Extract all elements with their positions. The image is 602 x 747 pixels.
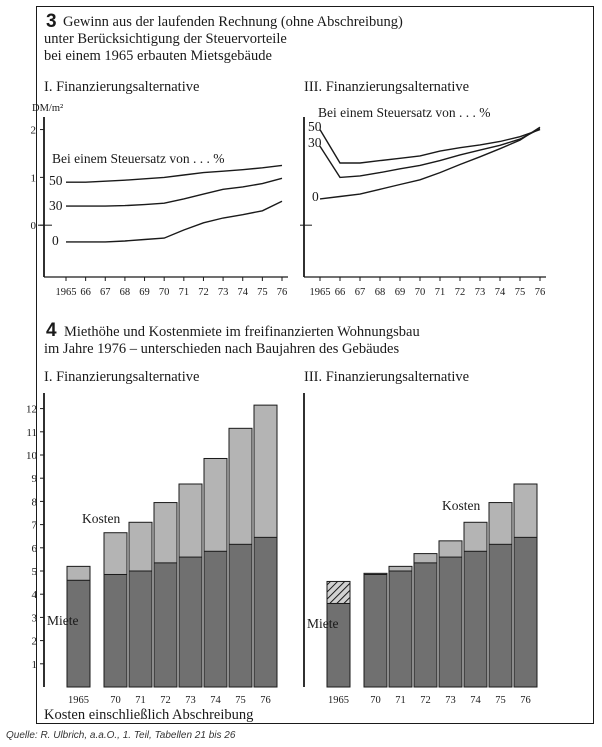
bar-miete	[204, 551, 227, 687]
section3-number: 3	[46, 11, 57, 32]
x-tick-label: 76	[520, 695, 531, 706]
y-tick-label: 9	[31, 473, 37, 486]
series-label-0: 0	[52, 233, 59, 248]
x-tick-label: 71	[395, 695, 406, 706]
y-tick-label: 2	[31, 635, 37, 648]
chart1-title: I. Finanzierungsalternative	[44, 79, 200, 95]
x-tick-label: 76	[260, 695, 271, 706]
x-tick-label: 72	[198, 287, 209, 298]
x-tick-label: 68	[374, 287, 386, 298]
x-tick-label: 74	[494, 287, 506, 298]
bar-miete	[67, 580, 90, 687]
x-tick-label: 1965	[309, 287, 331, 298]
x-tick-label: 1965	[328, 695, 349, 706]
x-tick-label: 71	[434, 287, 446, 298]
bar-miete	[514, 537, 537, 687]
y-tick-label: 5	[31, 566, 37, 578]
series-label-kosten: Kosten	[82, 511, 121, 526]
bar-miete	[364, 574, 387, 687]
annotation: Bei einem Steuersatz von . . . %	[318, 105, 491, 120]
x-tick-label: 75	[235, 695, 246, 706]
y-tick-label: 3	[31, 612, 37, 625]
x-tick-label: 68	[119, 287, 131, 298]
bar-chart-iii	[300, 385, 594, 710]
source-note: Quelle: R. Ulbrich, a.a.O., 1. Teil, Tabellen 21 bis 26	[6, 730, 236, 741]
chart4-title: III. Finanzierungsalternative	[304, 369, 470, 385]
section4-title-line-2: im Jahre 1976 – unterschieden nach Baujahren des Gebäudes	[44, 341, 400, 357]
x-tick-label: 70	[158, 287, 170, 298]
y-tick-label: 6	[31, 542, 37, 555]
y-tick-label: 8	[31, 496, 37, 509]
bar-miete	[154, 563, 177, 687]
series-line-0	[66, 201, 282, 242]
bar-miete	[389, 571, 412, 687]
bar-miete	[439, 557, 462, 687]
x-tick-label: 71	[135, 695, 146, 706]
series-label-50: 50	[308, 119, 322, 134]
series-label-30: 30	[308, 135, 322, 150]
series-label-30: 30	[49, 198, 63, 213]
series-label-miete: Miete	[307, 616, 339, 631]
bar-miete	[129, 571, 152, 687]
bar-miete	[229, 544, 252, 687]
section4-number: 4	[46, 320, 57, 341]
x-tick-label: 69	[394, 287, 406, 298]
section3-title-line-3: bei einem 1965 erbauten Mietsgebäude	[44, 48, 272, 64]
series-label-0: 0	[312, 189, 319, 204]
x-tick-label: 73	[217, 287, 229, 298]
y-tick-label: 1	[31, 658, 37, 671]
x-tick-label: 76	[276, 287, 288, 298]
x-tick-label: 73	[474, 287, 486, 298]
section3-title-line-2: unter Berücksichtigung der Steuervorteile	[44, 31, 287, 47]
x-tick-label: 70	[370, 695, 381, 706]
line-chart-i	[0, 95, 300, 310]
x-tick-label: 67	[354, 287, 366, 298]
y-tick-label: 7	[31, 519, 37, 532]
x-tick-label: 72	[454, 287, 466, 298]
x-tick-label: 75	[257, 287, 268, 298]
bar-miete	[179, 557, 202, 687]
annotation: Bei einem Steuersatz von . . . %	[52, 151, 225, 166]
series-label-50: 50	[49, 173, 63, 188]
y-tick-label: 4	[31, 589, 37, 602]
x-tick-label: 66	[80, 287, 91, 298]
bar-miete	[414, 563, 437, 687]
x-tick-label: 71	[178, 287, 190, 298]
y-tick-label: 0	[30, 220, 36, 233]
chart2-title: III. Finanzierungsalternative	[304, 79, 470, 95]
chart3-title: I. Finanzierungsalternative	[44, 369, 200, 385]
x-tick-label: 70	[110, 695, 121, 706]
x-tick-label: 74	[237, 287, 248, 298]
series-line-30	[66, 178, 282, 206]
y-tick-label: 2	[30, 124, 36, 137]
section4-title-line-1: Miethöhe und Kostenmiete im freifinanzierten Wohnungsbau	[64, 324, 420, 340]
x-tick-label: 72	[420, 695, 431, 706]
x-tick-label: 66	[334, 287, 346, 298]
x-tick-label: 1965	[68, 695, 89, 706]
x-tick-label: 74	[210, 695, 221, 706]
x-tick-label: 75	[495, 695, 506, 706]
series-line-50	[66, 165, 282, 182]
bar-hatched	[327, 581, 350, 603]
series-label-kosten: Kosten	[442, 498, 481, 513]
bar-miete	[104, 574, 127, 687]
bar-miete	[489, 544, 512, 687]
x-tick-label: 76	[534, 287, 546, 298]
section3-title-line-1: Gewinn aus der laufenden Rechnung (ohne Abschreibung)	[63, 14, 403, 30]
y-tick-label: 10	[26, 450, 37, 462]
x-tick-label: 70	[414, 287, 426, 298]
y-tick-label: 1	[30, 172, 36, 185]
y-axis-label: DM/m²	[32, 103, 64, 114]
x-tick-label: 73	[185, 695, 196, 706]
x-tick-label: 75	[514, 287, 526, 298]
bar-miete	[464, 551, 487, 687]
series-label-miete: Miete	[47, 613, 79, 628]
x-tick-label: 67	[100, 287, 111, 298]
y-tick-label: 11	[26, 426, 37, 439]
bar-miete	[254, 537, 277, 687]
bar-chart-i	[0, 385, 300, 710]
x-tick-label: 74	[470, 695, 481, 706]
x-tick-label: 72	[160, 695, 171, 706]
x-tick-label: 73	[445, 695, 456, 706]
bar-chart-xlabel: Kosten einschließlich Abschreibung	[44, 707, 254, 723]
x-tick-label: 69	[139, 287, 150, 298]
line-chart-iii	[300, 95, 594, 310]
x-tick-label: 1965	[55, 287, 77, 298]
y-tick-label: 12	[26, 403, 37, 416]
